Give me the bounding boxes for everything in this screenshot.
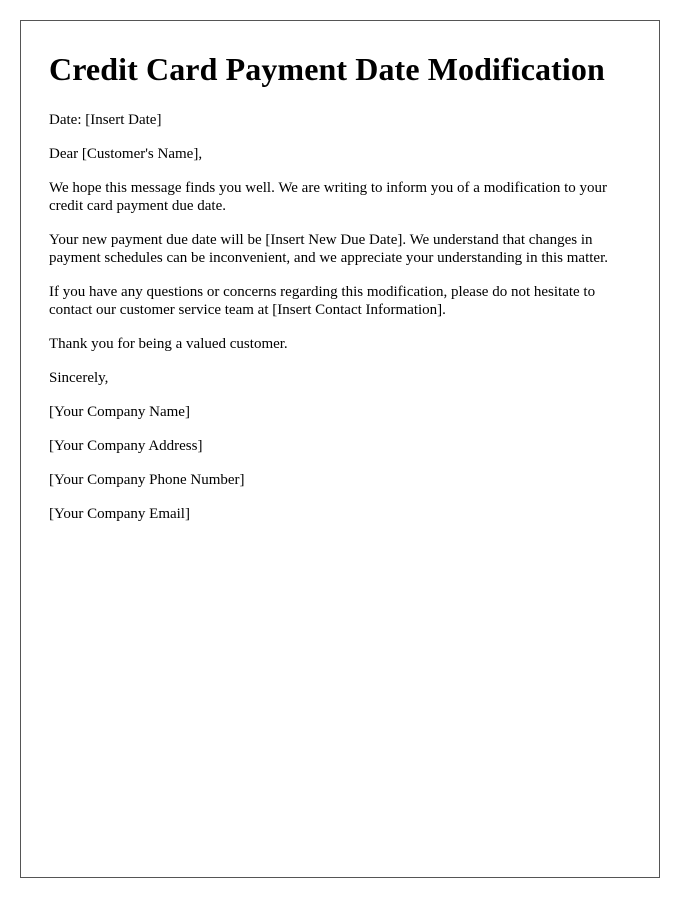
signature-company-address: [Your Company Address] [49, 438, 203, 454]
signature-company-email: [Your Company Email] [49, 506, 190, 522]
body-paragraph-intro: We hope this message finds you well. We are writing to inform you of a modification to your credit card payment due date. [49, 180, 608, 214]
body-paragraph-contact: If you have any questions or concerns regarding this modification, please do not hesitate to contact our customer service team at [Insert Contact Information]. [49, 284, 596, 318]
date-line: Date: [Insert Date] [49, 112, 162, 128]
greeting: Dear [Customer's Name], [49, 146, 203, 162]
letter-title: Credit Card Payment Date Modification [49, 51, 605, 87]
body-paragraph-new-date: Your new payment due date will be [Insert New Due Date]. We understand that changes in payment schedules can be inconvenient, and we appreciate your understanding in this matter. [49, 232, 608, 266]
body-paragraph-thanks: Thank you for being a valued customer. [49, 336, 288, 352]
signature-company-phone: [Your Company Phone Number] [49, 472, 245, 488]
letter-page [20, 20, 660, 878]
signature-company-name: [Your Company Name] [49, 404, 190, 420]
closing: Sincerely, [49, 370, 109, 386]
